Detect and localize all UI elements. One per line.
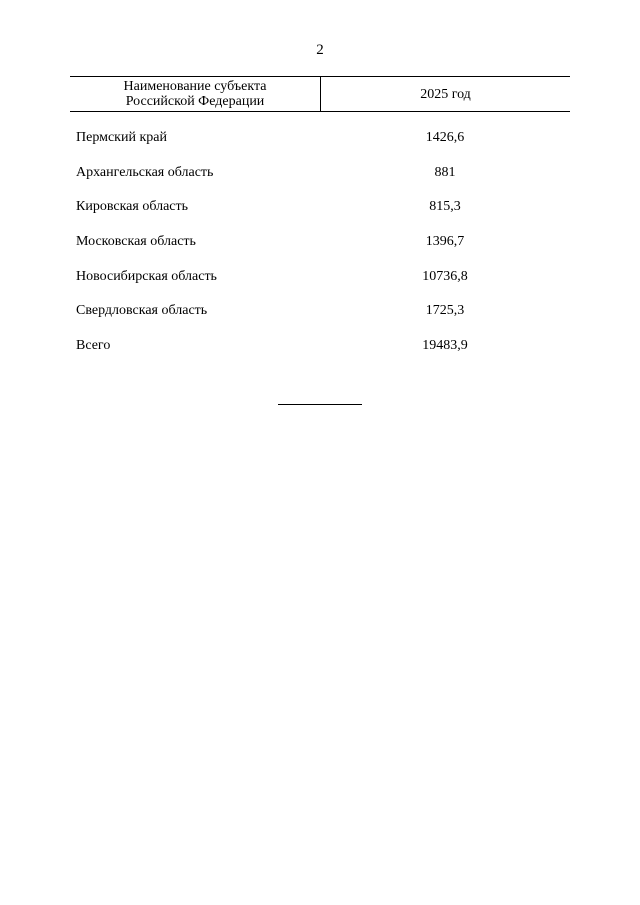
row-value: 10736,8 — [422, 268, 468, 284]
end-of-document-rule — [278, 404, 362, 405]
page-number: 2 — [316, 42, 324, 58]
row-value: 1396,7 — [425, 234, 465, 250]
table-row — [70, 198, 570, 233]
table-row — [70, 302, 570, 337]
row-value: 19483,9 — [422, 338, 468, 354]
row-value: 1725,3 — [425, 303, 465, 319]
row-subject-name: Всего — [76, 338, 111, 354]
allocation-table — [70, 76, 570, 372]
table-row-total — [70, 337, 570, 372]
table-row — [70, 233, 570, 268]
row-subject-name: Новосибирская область — [76, 268, 217, 284]
table-row — [70, 129, 570, 164]
table-row — [70, 268, 570, 303]
header-subject-name-line1: Наименование субъекта — [123, 79, 267, 94]
header-subject-name — [70, 77, 321, 111]
row-subject-name: Архангельская область — [76, 164, 214, 180]
row-subject-name: Кировская область — [76, 199, 189, 215]
row-value: 1426,6 — [425, 130, 465, 145]
header-year: 2025 год — [420, 86, 471, 102]
header-subject-name-line2: Российской Федерации — [125, 94, 265, 109]
row-value: 881 — [434, 164, 456, 180]
table-row — [70, 164, 570, 199]
row-subject-name: Московская область — [76, 234, 196, 250]
row-subject-name: Свердловская область — [76, 303, 208, 319]
table-body — [70, 112, 570, 372]
row-value: 815,3 — [429, 199, 461, 215]
row-subject-name: Пермский край — [76, 130, 167, 145]
table-header — [70, 76, 570, 112]
